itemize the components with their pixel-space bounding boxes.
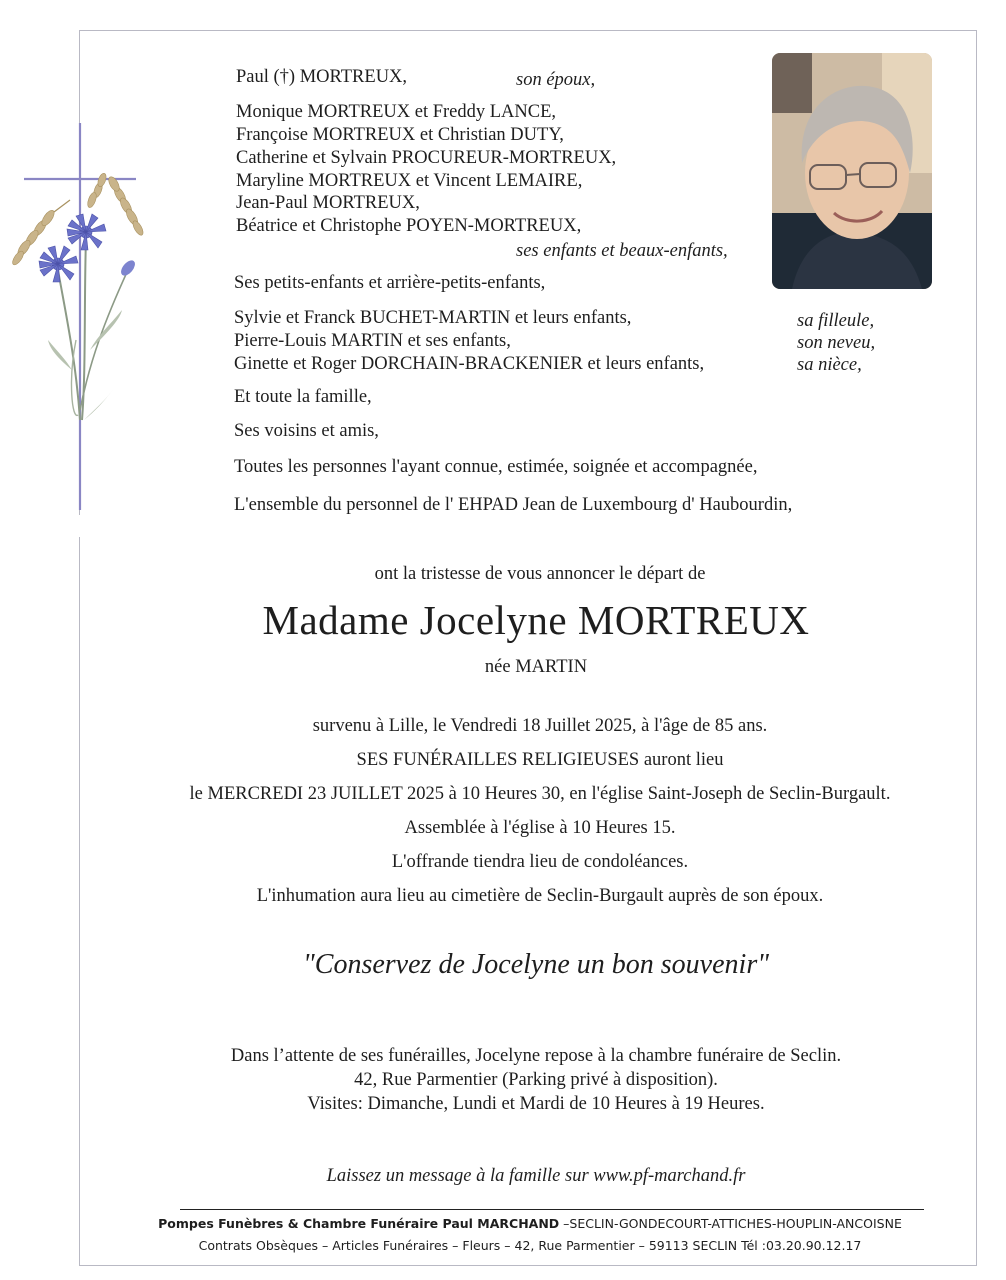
relative-line: Ginette et Roger DORCHAIN-BRACKENIER et leurs enfants, bbox=[234, 354, 705, 374]
visits-line: 42, Rue Parmentier (Parking privé à disposition). bbox=[354, 1070, 718, 1090]
deceased-name: Madame Jocelyne MORTREUX bbox=[262, 597, 810, 643]
assembly-line: Assemblée à l'église à 10 Heures 15. bbox=[404, 818, 676, 838]
death-line: survenu à Lille, le Vendredi 18 Juillet 2025, à l'âge de 85 ans. bbox=[312, 716, 768, 736]
quote: "Conservez de Jocelyne un bon souvenir" bbox=[303, 949, 769, 980]
neighbors-line: Ses voisins et amis, bbox=[234, 421, 379, 441]
relative-line: Sylvie et Franck BUCHET-MARTIN et leurs enfants, bbox=[234, 308, 632, 328]
child-line: Béatrice et Christophe POYEN-MORTREUX, bbox=[236, 216, 582, 236]
footer-line-1 bbox=[140, 1215, 920, 1233]
family-line: Et toute la famille, bbox=[234, 387, 372, 407]
border-gap bbox=[74, 515, 86, 537]
maiden-name: née MARTIN bbox=[484, 657, 588, 677]
relative-line: Pierre-Louis MARTIN et ses enfants, bbox=[234, 331, 511, 351]
child-line: Monique MORTREUX et Freddy LANCE, bbox=[236, 102, 557, 122]
grandchildren-line: Ses petits-enfants et arrière-petits-enfants, bbox=[234, 273, 546, 293]
funeral-home-name: Pompes Funèbres & Chambre Funéraire Paul MARCHAND bbox=[158, 1216, 560, 1231]
carers-line: Toutes les personnes l'ayant connue, estimée, soignée et accompagnée, bbox=[234, 457, 758, 477]
footer-rule bbox=[180, 1209, 924, 1210]
staff-line: L'ensemble du personnel de l' EHPAD Jean de Luxembourg d' Haubourdin, bbox=[234, 495, 793, 515]
funeral-home-towns: –SECLIN-GONDECOURT-ATTICHES-HOUPLIN-ANCOISNE bbox=[559, 1216, 902, 1231]
message-line: Laissez un message à la famille sur www.pf-marchand.fr bbox=[326, 1166, 746, 1186]
child-line: Maryline MORTREUX et Vincent LEMAIRE, bbox=[236, 171, 583, 191]
cross-with-cornflowers-icon bbox=[10, 120, 150, 515]
child-line: Françoise MORTREUX et Christian DUTY, bbox=[236, 125, 564, 145]
announcement-intro: ont la tristesse de vous annoncer le départ de bbox=[374, 564, 706, 584]
burial-line: L'inhumation aura lieu au cimetière de Seclin-Burgault auprès de son époux. bbox=[256, 886, 824, 906]
visits-line: Dans l’attente de ses funérailles, Jocelyne repose à la chambre funéraire de Seclin. bbox=[230, 1046, 842, 1066]
footer-line-2: Contrats Obsèques – Articles Funéraires – Fleurs – 42, Rue Parmentier – 59113 SECLIN Tél :03.20.90.12.17 bbox=[198, 1238, 862, 1253]
portrait-illustration bbox=[772, 53, 932, 289]
child-line: Jean-Paul MORTREUX, bbox=[236, 193, 420, 213]
visits-line: Visites: Dimanche, Lundi et Mardi de 10 Heures à 19 Heures. bbox=[307, 1094, 765, 1114]
relative-relation: sa nièce, bbox=[797, 355, 862, 375]
husband-relation: son époux, bbox=[516, 70, 596, 90]
husband-name: Paul (†) MORTREUX, bbox=[236, 67, 408, 87]
offering-line: L'offrande tiendra lieu de condoléances. bbox=[391, 852, 689, 872]
funeral-date: le MERCREDI 23 JUILLET 2025 à 10 Heures 30, en l'église Saint-Joseph de Seclin-Burgault. bbox=[189, 784, 891, 804]
child-line: Catherine et Sylvain PROCUREUR-MORTREUX, bbox=[236, 148, 617, 168]
relative-relation: son neveu, bbox=[797, 333, 876, 353]
portrait-photo bbox=[772, 53, 932, 289]
funeral-title: SES FUNÉRAILLES RELIGIEUSES auront lieu bbox=[356, 750, 724, 770]
relative-relation: sa filleule, bbox=[797, 311, 875, 331]
children-relation: ses enfants et beaux-enfants, bbox=[516, 241, 728, 261]
